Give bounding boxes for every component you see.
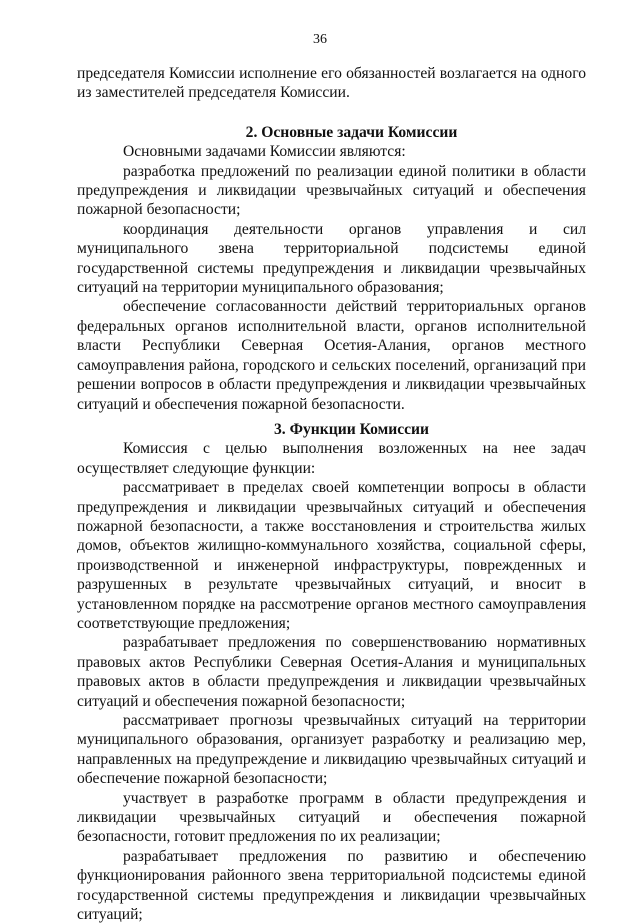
document-body: [77, 64, 586, 924]
section-2-paragraph: координация деятельности органов управления и сил муниципального звена территориальной подсистемы единой государственной системы предупреждения и ликвидации чрезвычайных ситуаций на территории муниципального образования;: [77, 220, 586, 297]
section-2-heading: 2. Основные задачи Комиссии: [245, 123, 458, 141]
page-number: 36: [313, 32, 327, 47]
section-3-paragraph: рассматривает прогнозы чрезвычайных ситуаций на территории муниципального образования, организует разработку и реализацию мер, направленных на предупреждение и ликвидацию чрезвычайных ситуаций и обеспечение пожарной безопасности;: [77, 712, 586, 788]
section-3-paragraph: рассматривает в пределах своей компетенции вопросы в области предупреждения и ликвидации чрезвычайных ситуаций и обеспечения пожарной безопасности, а также восстановления и строительства жилых домов, объектов жилищно-коммунального хозяйства, социальной сферы, производственной и инженерной инфраструктуры, поврежденных и разрушенных в результате чрезвычайных ситуаций, и вносит в установленном порядке на рассмотрение органов местного самоуправления соответствующие предложения;: [77, 479, 586, 632]
section-2-paragraph: обеспечение согласованности действий территориальных органов федеральных органов исполнительной власти, органов исполнительной власти Республики Северная Осетия-Алания, органов местного самоуправления района, городского и сельских поселений, организаций при решении вопросов в области предупреждения и ликвидации чрезвычайных ситуаций и обеспечения пожарной безопасности.: [77, 298, 586, 413]
intro-paragraph: председателя Комиссии исполнение его обязанностей возлагается на одного из заместителей председателя Комиссии.: [77, 65, 586, 102]
section-2-paragraph: Основными задачами Комиссии являются:: [123, 143, 406, 161]
section-2-paragraph: разработка предложений по реализации единой политики в области предупреждения и ликвидации чрезвычайных ситуаций и обеспечения пожарной безопасности;: [77, 162, 586, 219]
section-3-paragraph: разрабатывает предложения по совершенствованию нормативных правовых актов Республики Северная Осетия-Алания и муниципальных правовых актов в области предупреждения и ликвидации чрезвычайных ситуаций и обеспечения пожарной безопасности;: [77, 634, 586, 710]
section-3-heading: 3. Функции Комиссии: [273, 420, 430, 438]
section-3-paragraph: разрабатывает предложения по развитию и обеспечению функционирования районного звена территориальной подсистемы единой государственной системы предупреждения и ликвидации чрезвычайных ситуаций;: [77, 847, 586, 924]
section-3-paragraph: участвует в разработке программ в области предупреждения и ликвидации чрезвычайных ситуаций и обеспечения пожарной безопасности, готовит предложения по их реализации;: [77, 789, 586, 846]
section-3-paragraph: Комиссия с целью выполнения возложенных на нее задач осуществляет следующие функции:: [77, 440, 586, 477]
